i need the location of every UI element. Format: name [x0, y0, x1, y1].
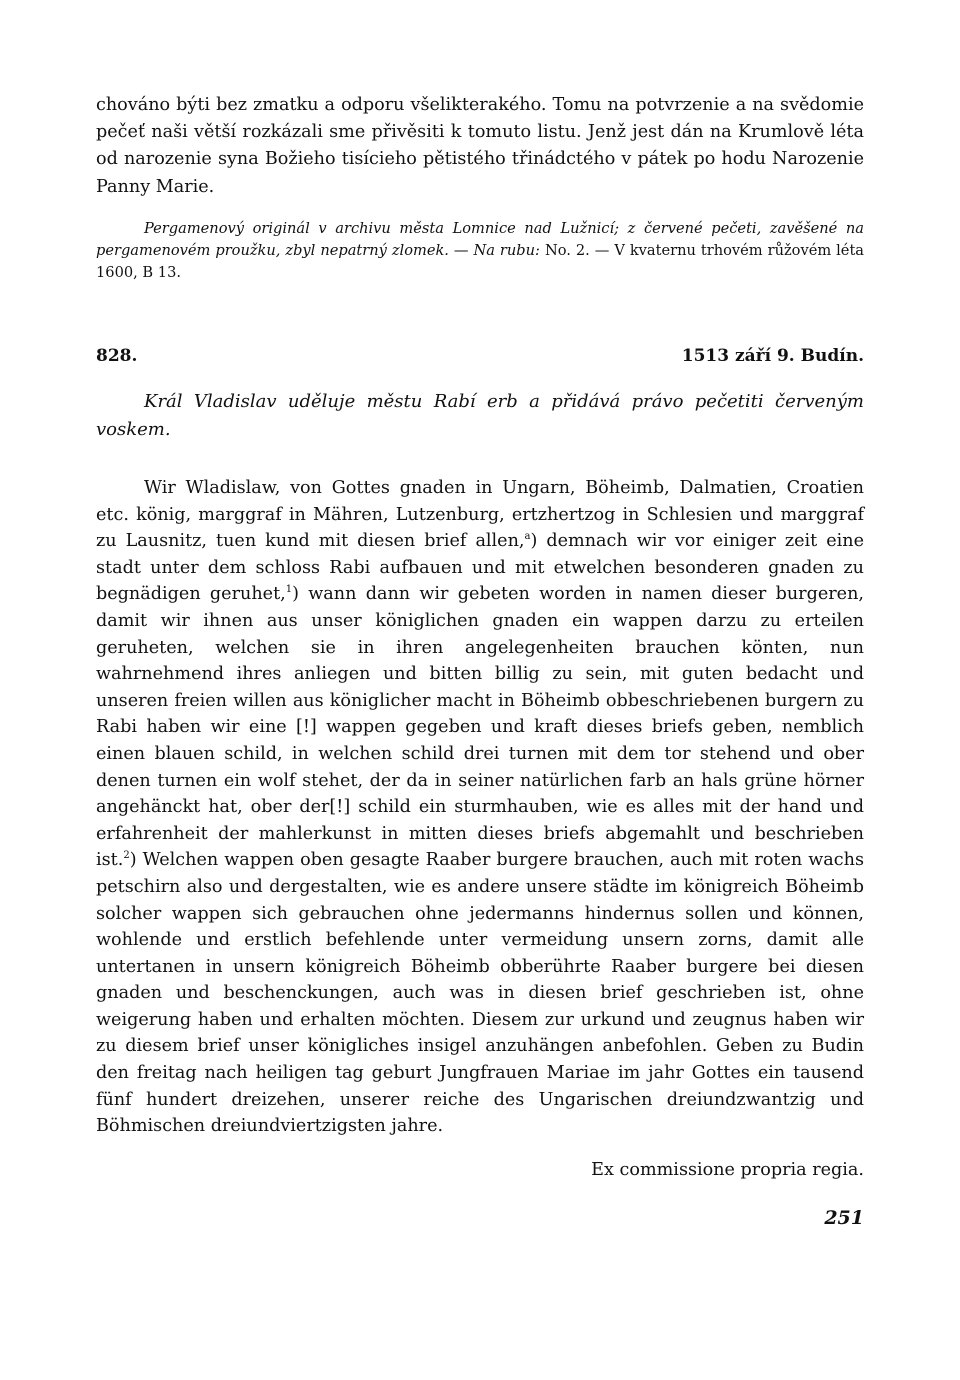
entry-number: 828.	[96, 345, 138, 366]
charter-text-part-3: ) wann dann wir gebeten worden in namen dieser burgeren, damit wir ihnen aus unser königlichen gnaden ein wappen darzu zu erteilen geruheten, welchen sie in ihren angelegenheiten brauchen könten, nun wahrnehmend ihres anliegen und bitten billig zu sein, mit guten bedacht und unseren freien willen aus königlicher macht in Böheimb obbeschriebenen burgern zu Rabi haben wir eine [!] wappen gegeben und kraft dieses briefs geben, nemblich einen blauen schild, in welchen schild drei turnen mit dem tor stehend und ober denen turnen ein wolf stehet, der da in seiner natürlichen farb an hals grüne hörner angehänckt hat, ober der[!] schild ein sturmhauben, wie es alles mit der hand und erfahrenheit der mahlerkunst in mitten dieses briefs abgemahlt und beschrieben ist.	[96, 584, 864, 871]
footnote-marker-1: 1	[285, 584, 293, 596]
entry-date-place: 1513 září 9. Budín.	[681, 345, 864, 366]
entry-summary: Král Vladislav uděluje městu Rabí erb a přidává právo pečetiti červeným voskem.	[96, 391, 864, 441]
document-page	[96, 92, 864, 1232]
opening-paragraph: chováno býti bez zmatku a odporu všelikterakého. Tomu na potvrzenie a na svědomie pečeť naši větší rozkázali sme přivěsiti k tomuto listu. Jenž jest dán na Krumlově léta od narozenie syna Božieho tisícieho pětistého třinádctého v pátek po hodu Narozenie Panny Marie.	[96, 95, 864, 197]
footnote-marker-a: a	[524, 531, 531, 543]
charter-text-part-1: Wir Wladislaw, von Gottes gnaden in Ungarn, Böheimb, Dalmatien, Croatien etc. könig, marggraf in Mähren, Lutzenburg, ertzhertzog in Schlesien und marggraf zu Lausnitz, tuen kund mit diesen brief allen,	[96, 478, 864, 552]
signature-line: Ex commissione propria regia.	[591, 1160, 864, 1181]
archival-note	[96, 218, 864, 284]
charter-text	[96, 475, 864, 1140]
archival-note-regular: No. 2. — V kvaternu trhovém růžovém léta 1600, B 13.	[96, 241, 865, 281]
footnote-marker-2: 2	[123, 850, 130, 862]
charter-text-part-4: ) Welchen wappen oben gesagte Raaber burgere brauchen, auch mit roten wachs petschirn also und dergestalten, wie es andere unsere städte im königreich Böheimb solcher wappen sich gebrauchen ohne jedermanns hindernus sollen und können, wohlende und erstlich befehlende unter vermeidung unsern zorns, damit alle untertanen in unsern königreich Böheimb obberührte Raaber burgere bei diesen gnaden und beschenckungen, auch was in diesen brief geschrieben ist, ohne weigerung haben und erhalten möchten. Diesem zur urkund und zeugnus haben wir zu diesem brief unser königliches insigel anzuhängen anbefohlen. Geben zu Budin den freitag nach heiligen tag geburt Jungfrauen Mariae im jahr Gottes ein tausend fünf hundert dreizehen, unserer reiche des Ungarischen dreiundzwantzig und Böhmischen dreiundviertzigsten jahre.	[96, 850, 864, 1137]
page-number: 251	[824, 1206, 864, 1229]
entry-header	[96, 343, 864, 370]
archival-note-italic: Pergamenový originál v archivu města Lomnice nad Lužnicí; z červené pečeti, zavěšené na pergamenovém proužku, zbyl nepatrný zlomek. — Na rubu:	[96, 219, 864, 259]
charter-text-part-2: ) demnach wir vor einiger zeit eine stadt unter dem schloss Rabi aufbauen und mit etwelchen besonderen gnaden zu begnädigen geruhet,	[96, 531, 865, 605]
